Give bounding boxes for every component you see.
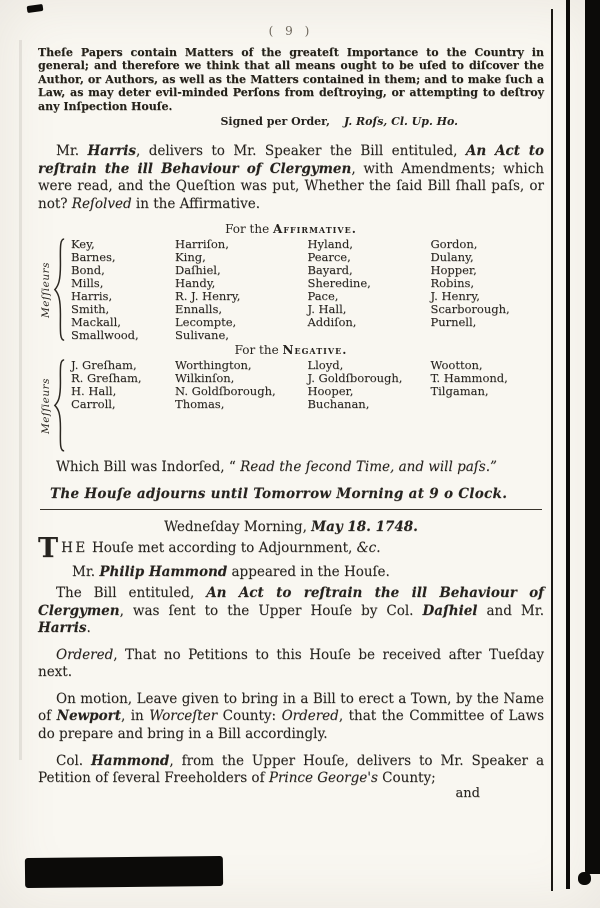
- text-segment: , from the Upper Houſe, delivers to Mr. Speaker a Petition of ſeveral Freeholders of: [38, 752, 544, 787]
- negative-column-1: [71, 359, 175, 452]
- voter-name: R. J. Henry,: [175, 288, 241, 303]
- text-segment: , in: [120, 708, 150, 725]
- voter-name: Tilgaman,: [430, 384, 489, 399]
- text-segment: .: [86, 620, 91, 637]
- date-heading: [38, 519, 544, 535]
- voter-name: Mackall,: [71, 314, 121, 329]
- voter-name: Carroll,: [71, 397, 116, 412]
- text-segment: Reſolved: [71, 195, 132, 212]
- voter-name: Pearce,: [307, 250, 351, 265]
- voter-name: Hooper,: [307, 384, 354, 399]
- intro-paragraph: Theſe Papers contain Matters of the greateſt Importance to the Country in general; and therefore we think that all means ought to be uſed to diſcover the Author, or Authors, as well as the Matters contained in them; and to make ſuch a Law, as may deter evil-minded Perſons from deſtroying, or attempting to deſtroy any Inſpection Houſe.: [38, 46, 544, 113]
- voter-name: H. Hall,: [71, 384, 117, 399]
- paragraph-house-met: [38, 533, 544, 565]
- negative-name-table: [38, 359, 544, 452]
- text-segment: An Act to reſtrain the ill Behaviour of Clergymen: [38, 143, 544, 177]
- voter-name: Barnes,: [71, 250, 116, 265]
- affirmative-column-1: [71, 238, 175, 341]
- voter-name: J. Greſham,: [71, 358, 137, 373]
- affirmative-name-table: [38, 238, 544, 341]
- voter-name: Harris,: [71, 288, 113, 303]
- text-segment: Which Bill was Indorſed, “: [56, 459, 241, 476]
- voter-name: Daſhiel,: [175, 263, 221, 278]
- text-segment: , that the Committee of Laws do prepare and bring in a Bill accordingly.: [38, 708, 545, 743]
- text-segment: , was ſent to the Upper Houſe by Col.: [119, 602, 423, 619]
- scan-corner-mark: [27, 4, 44, 13]
- house-met-text: [61, 540, 380, 556]
- voter-name: Worthington,: [175, 358, 252, 373]
- voter-name: J. Henry,: [430, 288, 480, 303]
- voter-name: Lloyd,: [307, 358, 344, 373]
- affirmative-column-2: [175, 238, 307, 341]
- signature-line: [38, 115, 544, 128]
- scan-bottom-black-bar: [25, 856, 223, 888]
- curly-brace-icon: [53, 238, 66, 341]
- negative-column-4: [430, 359, 544, 452]
- brace-icon: [53, 238, 66, 341]
- voter-name: Thomas,: [175, 397, 225, 412]
- text-segment: Worceſter: [149, 708, 218, 725]
- negative-column-3: [307, 359, 430, 452]
- catchword: and: [455, 785, 480, 801]
- affirmative-header: [38, 222, 544, 236]
- text-segment: , delivers to Mr. Speaker the Bill entituled,: [135, 143, 466, 160]
- text-segment: Col.: [56, 752, 91, 769]
- negative-header-pre: For the: [234, 343, 283, 358]
- scan-line-artifact: [566, 0, 570, 889]
- voter-name: Key,: [71, 237, 95, 252]
- text-segment: Ordered: [56, 646, 114, 663]
- signed-per-order-label: Signed per Order,: [220, 115, 331, 129]
- voter-name: Bayard,: [307, 263, 353, 278]
- voter-name: Pace,: [307, 288, 339, 303]
- voter-name: T. Hammond,: [430, 371, 508, 386]
- text-segment: The Bill entituled,: [56, 585, 207, 602]
- text-segment: County;: [377, 770, 436, 787]
- curly-brace-icon: [53, 359, 66, 452]
- text-segment: , That no Petitions to this Houſe be received after Tueſday next.: [38, 646, 544, 681]
- voter-name: Dulany,: [430, 250, 474, 265]
- text-segment: Harris: [38, 620, 87, 637]
- affirmative-header-word: Affirmative.: [273, 222, 357, 237]
- page-number: ( 9 ): [268, 24, 314, 38]
- text-segment: Newport: [56, 708, 121, 725]
- voter-name: Robins,: [430, 275, 475, 290]
- voter-name: Ennalls,: [175, 301, 223, 316]
- section-divider: [40, 509, 542, 510]
- voter-name: Buchanan,: [307, 397, 370, 412]
- paragraph-adjournment: [38, 486, 544, 504]
- voter-name: N. Goldſborough,: [175, 384, 276, 399]
- messieurs-text: Meſſieurs: [39, 261, 52, 318]
- messieurs-label-negative: [38, 359, 53, 452]
- page-content: [38, 24, 544, 801]
- messieurs-text: Meſſieurs: [39, 377, 52, 434]
- voter-name: Mills,: [71, 275, 104, 290]
- text-segment: Wedneſday Morning,: [164, 519, 312, 536]
- signature-text: J. Roſs, Cl. Up. Ho.: [344, 115, 458, 129]
- voter-name: R. Greſham,: [71, 371, 142, 386]
- text-segment: , with Amendments; which were read, and the Queſtion was put, Whether the ſaid Bill ſhall paſs, or not?: [38, 160, 544, 212]
- voter-name: Purnell,: [430, 314, 477, 329]
- dropcap-letter: T: [38, 533, 62, 565]
- text-segment: Hammond: [91, 752, 170, 769]
- negative-columns: [66, 359, 544, 452]
- affirmative-column-4: [430, 238, 544, 341]
- voter-name: Hopper,: [430, 263, 477, 278]
- voter-name: Wootton,: [430, 358, 483, 373]
- scan-line-artifact: [551, 9, 553, 891]
- text-segment: Philip Hammond: [99, 563, 228, 580]
- paragraph-newport-town: [38, 691, 544, 744]
- messieurs-label-affirmative: [38, 238, 53, 341]
- voter-name: Bond,: [71, 263, 105, 278]
- voter-name: Sulivane,: [175, 327, 229, 342]
- text-segment: Mr.: [56, 143, 88, 160]
- text-segment: Mr.: [72, 563, 100, 580]
- affirmative-header-pre: For the: [225, 222, 274, 237]
- voter-name: J. Goldſborough,: [307, 371, 403, 386]
- text-segment: Ordered: [281, 708, 339, 725]
- voter-name: Harriſon,: [175, 237, 229, 252]
- text-segment: Prince George's: [268, 770, 378, 787]
- voter-name: Smallwood,: [71, 327, 139, 342]
- brace-icon: [53, 359, 66, 452]
- negative-header-word: Negative.: [282, 343, 348, 358]
- voter-name: King,: [175, 250, 206, 265]
- text-segment: The Houſe adjourns until Tomorrow Morning at 9 o Clock.: [50, 485, 508, 502]
- text-segment: May 18. 1748.: [311, 519, 418, 536]
- negative-column-2: [175, 359, 307, 452]
- text-segment: HE: [61, 540, 88, 557]
- text-segment: appeared in the Houſe.: [227, 563, 390, 580]
- paragraph-philip-hammond: [38, 564, 544, 582]
- negative-vote-section: [38, 343, 544, 452]
- voter-name: Gordon,: [430, 237, 478, 252]
- text-segment: Read the ſecond Time, and will paſs.”: [240, 459, 497, 476]
- voter-name: Hyland,: [307, 237, 353, 252]
- scan-edge-black-band: [585, 0, 600, 874]
- text-segment: An Act to reſtrain the ill Behaviour of Clergymen: [38, 585, 544, 619]
- affirmative-column-3: [307, 238, 430, 341]
- text-segment: and Mr.: [477, 602, 544, 619]
- voter-name: Addiſon,: [307, 314, 357, 329]
- paragraph-harris-bill: [38, 143, 544, 213]
- text-segment: Harris: [87, 143, 136, 160]
- paragraph-ordered-petitions: [38, 647, 544, 682]
- text-segment: in the Affirmative.: [131, 195, 261, 212]
- text-segment: On motion, Leave given to bring in a Bill to erect a Town, by the Name of: [38, 690, 544, 725]
- scan-crease-mark: [19, 40, 22, 760]
- text-segment: County:: [217, 708, 282, 725]
- paragraph-indorsed: [38, 459, 544, 477]
- scan-ink-blob: [578, 872, 591, 885]
- paragraph-bill-sent: [38, 585, 544, 638]
- voter-name: J. Hall,: [307, 301, 347, 316]
- affirmative-vote-section: [38, 222, 544, 341]
- voter-name: Lecompte,: [175, 314, 237, 329]
- affirmative-columns: [66, 238, 544, 341]
- voter-name: Wilkinſon,: [175, 371, 235, 386]
- negative-header: [38, 343, 544, 357]
- voter-name: Scarborough,: [430, 301, 510, 316]
- voter-name: Handy,: [175, 275, 216, 290]
- voter-name: Smith,: [71, 301, 110, 316]
- text-segment: Daſhiel: [422, 602, 478, 619]
- text-segment: &c.: [356, 540, 381, 557]
- paragraph-hammond-petition: [38, 753, 544, 788]
- text-segment: Houſe met according to Adjournment,: [87, 540, 357, 557]
- voter-name: Sheredine,: [307, 275, 371, 290]
